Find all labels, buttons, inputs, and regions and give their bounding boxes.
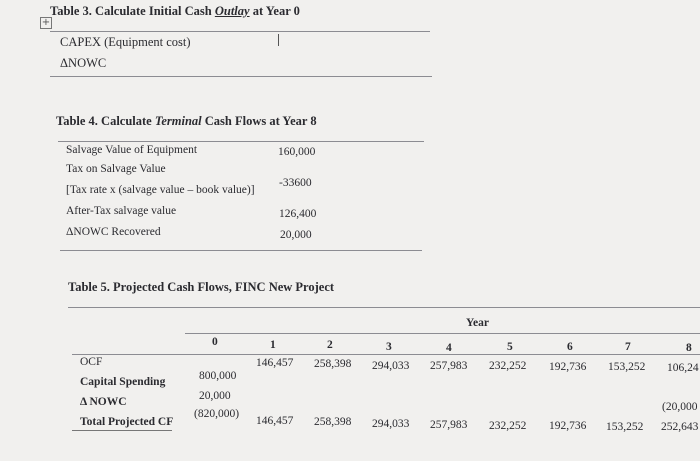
table4-label-after-tax: After-Tax salvage value xyxy=(66,205,177,217)
table3-title-suffix: at Year 0 xyxy=(249,4,300,18)
year-header-7: 7 xyxy=(625,341,631,353)
table3-bottom-rule xyxy=(50,76,432,77)
total-year-5: 232,252 xyxy=(489,420,527,432)
text-cursor xyxy=(278,34,279,46)
table3-row-capex: CAPEX (Equipment cost) xyxy=(60,35,191,49)
table4-title xyxy=(56,114,317,129)
table3-row-nowc: ΔNOWC xyxy=(60,56,107,70)
year-header-1: 1 xyxy=(270,339,276,351)
table4-label-tax: Tax on Salvage Value xyxy=(66,163,166,175)
table3-title-emph: Outlay xyxy=(214,4,250,18)
nowc-year-0: 20,000 xyxy=(199,390,231,402)
table4-top-rule xyxy=(58,141,424,142)
table5-year-header: Year xyxy=(466,317,489,329)
table5-title: Table 5. Projected Cash Flows, FINC New Project xyxy=(68,280,335,294)
total-year-0: (820,000) xyxy=(194,408,240,420)
total-row-underline xyxy=(72,430,172,431)
ocf-year-8: 106,24 xyxy=(667,362,699,374)
table4-value-after-tax: 126,400 xyxy=(279,208,317,220)
ocf-year-5: 232,252 xyxy=(489,360,527,372)
ocf-year-4: 257,983 xyxy=(430,360,468,372)
table4-title-emph: Terminal xyxy=(154,114,202,128)
row-label-nowc: Δ NOWC xyxy=(80,396,127,408)
row-label-total: Total Projected CF xyxy=(80,416,174,428)
year-header-3: 3 xyxy=(386,341,392,353)
total-year-1: 146,457 xyxy=(256,415,294,427)
table4-value-salvage: 160,000 xyxy=(278,146,316,158)
year-header-5: 5 xyxy=(507,341,513,353)
ocf-year-1: 146,457 xyxy=(256,357,294,369)
table5-year-rule xyxy=(185,333,700,334)
table4-label-nowc-recovered: ΔNOWC Recovered xyxy=(66,226,161,238)
year-header-4: 4 xyxy=(446,342,452,354)
ocf-year-6: 192,736 xyxy=(549,361,587,373)
table4-bottom-rule xyxy=(60,250,422,251)
total-year-7: 153,252 xyxy=(606,421,644,433)
table3-title xyxy=(50,4,300,19)
row-label-capital-spending: Capital Spending xyxy=(80,376,166,388)
table5-top-rule xyxy=(68,307,700,308)
ocf-year-2: 258,398 xyxy=(314,358,352,370)
table4-value-nowc-recovered: 20,000 xyxy=(280,229,312,241)
total-year-3: 294,033 xyxy=(372,418,410,430)
table3-top-rule xyxy=(50,31,430,32)
year-header-8: 8 xyxy=(686,342,692,354)
nowc-year-8: (20,000 xyxy=(662,401,698,413)
year-header-2: 2 xyxy=(327,339,333,351)
table4-label-tax-formula: [Tax rate x (salvage value – book value)] xyxy=(66,184,255,196)
capital-spending-year-0: 800,000 xyxy=(199,370,237,382)
year-header-0: 0 xyxy=(212,336,218,348)
total-year-8: 252,643 xyxy=(661,421,699,433)
table4-label-salvage: Salvage Value of Equipment xyxy=(66,144,198,156)
table4-title-suffix: Cash Flows at Year 8 xyxy=(201,114,317,128)
table4-value-tax-formula: -33600 xyxy=(279,177,312,189)
year-header-6: 6 xyxy=(567,341,573,353)
table5-header-rule xyxy=(72,354,700,355)
total-year-6: 192,736 xyxy=(549,420,587,432)
expand-table-icon[interactable]: + xyxy=(41,17,51,28)
row-label-ocf: OCF xyxy=(80,356,103,368)
ocf-year-7: 153,252 xyxy=(608,361,646,373)
table3-title-prefix: Table 3. Calculate Initial Cash xyxy=(50,4,215,18)
total-year-4: 257,983 xyxy=(430,419,468,431)
ocf-year-3: 294,033 xyxy=(372,360,410,372)
total-year-2: 258,398 xyxy=(314,416,352,428)
table4-title-prefix: Table 4. Calculate xyxy=(56,114,155,128)
